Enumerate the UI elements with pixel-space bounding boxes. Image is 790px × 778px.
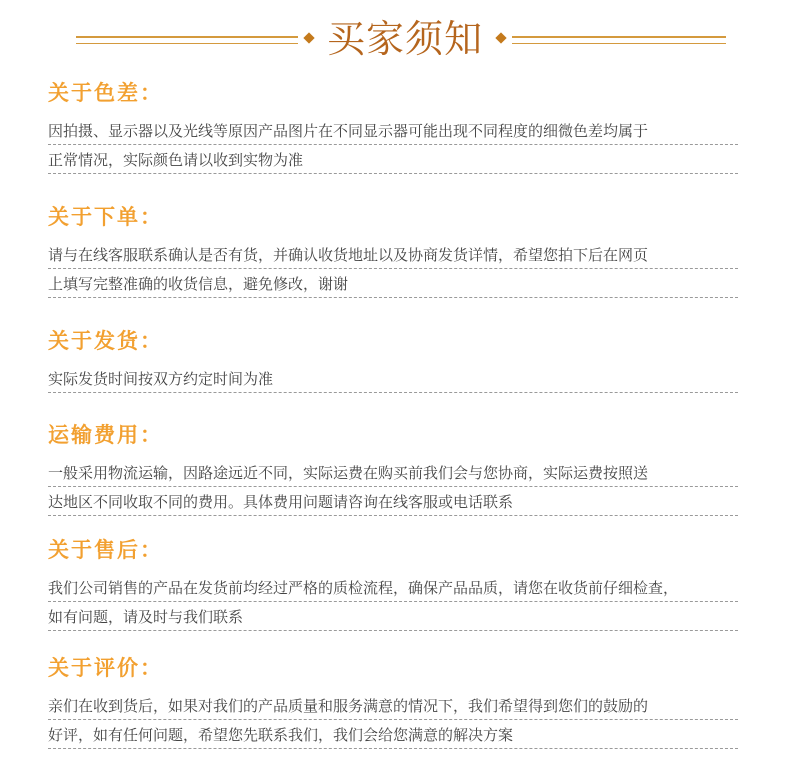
section-color-difference bbox=[48, 78, 738, 174]
section-reviews bbox=[48, 653, 738, 749]
title-rule-left bbox=[76, 36, 298, 44]
section-after-sales bbox=[48, 535, 738, 631]
section-heading: 关于下单： bbox=[48, 205, 163, 229]
section-text-line: 好评，如有任何问题，希望您先联系我们，我们会给您满意的解决方案 bbox=[48, 720, 738, 749]
section-text-line: 如有问题，请及时与我们联系 bbox=[48, 602, 738, 631]
section-text-line: 实际发货时间按双方约定时间为准 bbox=[48, 364, 738, 393]
section-text-line: 我们公司销售的产品在发货前均经过严格的质检流程，确保产品品质，请您在收货前仔细检查， bbox=[48, 573, 738, 602]
section-text-line: 亲们在收到货后，如果对我们的产品质量和服务满意的情况下，我们希望得到您们的鼓励的 bbox=[48, 691, 738, 720]
diamond-ornament-left-icon bbox=[303, 32, 314, 43]
section-heading: 运输费用： bbox=[48, 423, 163, 447]
section-text-line: 一般采用物流运输，因路途远近不同，实际运费在购买前我们会与您协商，实际运费按照送 bbox=[48, 458, 738, 487]
section-heading: 关于发货： bbox=[48, 329, 163, 353]
section-text-line: 请与在线客服联系确认是否有货，并确认收货地址以及协商发货详情，希望您拍下后在网页 bbox=[48, 240, 738, 269]
section-heading: 关于售后： bbox=[48, 538, 163, 562]
section-text-line: 因拍摄、显示器以及光线等原因产品图片在不同显示器可能出现不同程度的细微色差均属于 bbox=[48, 116, 738, 145]
section-heading: 关于评价： bbox=[48, 656, 163, 680]
section-text-line: 正常情况，实际颜色请以收到实物为准 bbox=[48, 145, 738, 174]
section-shipping bbox=[48, 326, 738, 393]
title-rule-right bbox=[512, 36, 726, 44]
section-heading: 关于色差： bbox=[48, 81, 163, 105]
section-text-line: 达地区不同收取不同的费用。具体费用问题请咨询在线客服或电话联系 bbox=[48, 487, 738, 516]
page-title: 买家须知 bbox=[326, 17, 483, 61]
section-shipping-fees bbox=[48, 420, 738, 516]
title-banner bbox=[0, 14, 790, 66]
section-text-line: 上填写完整准确的收货信息，避免修改，谢谢 bbox=[48, 269, 738, 298]
diamond-ornament-right-icon bbox=[495, 32, 506, 43]
section-ordering bbox=[48, 202, 738, 298]
